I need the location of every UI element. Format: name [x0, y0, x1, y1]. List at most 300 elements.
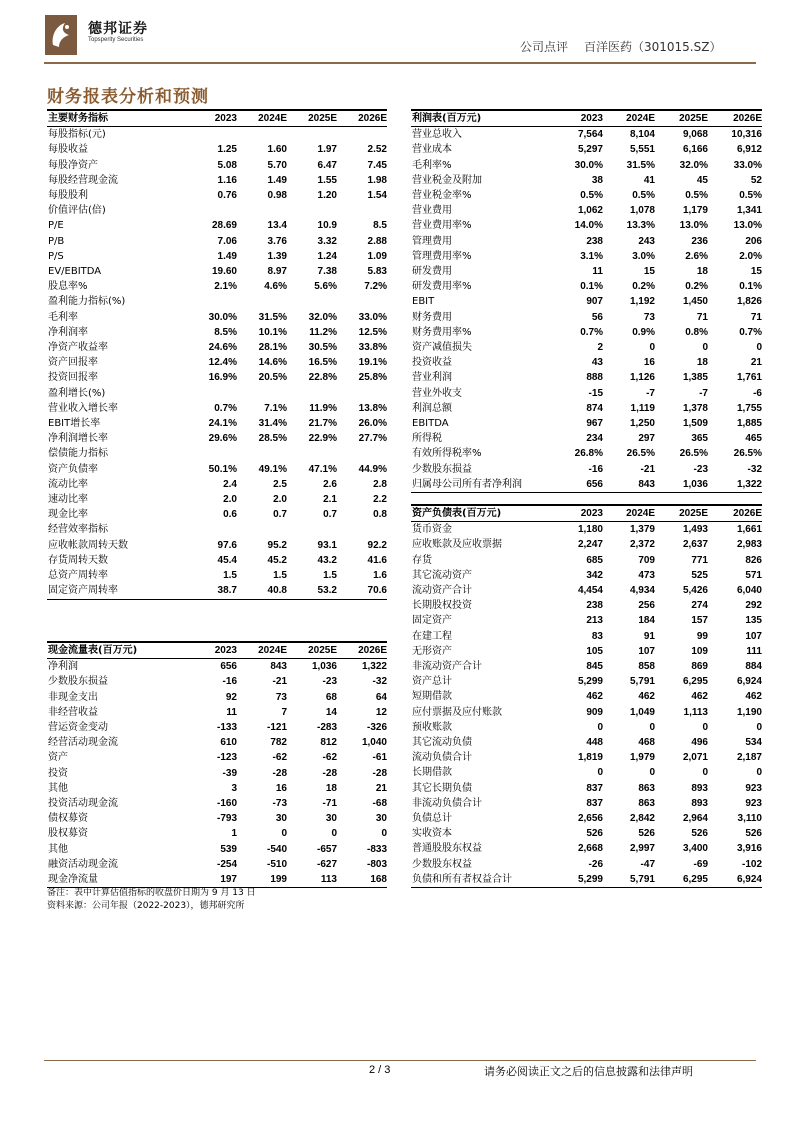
table-row	[47, 446, 387, 461]
row-label: 应收账款及应收票据	[412, 539, 502, 551]
table-row	[47, 796, 387, 811]
row-label: 存货周转天数	[48, 554, 108, 566]
value-cell: 12	[375, 706, 387, 718]
value-cell: 6,040	[736, 585, 762, 597]
row-label: 非经营收益	[48, 706, 98, 718]
value-cell: 1,126	[629, 372, 655, 384]
value-cell: 10,316	[731, 129, 762, 141]
row-label: 经营效率指标	[48, 524, 108, 536]
table-header-row	[47, 110, 387, 127]
value-cell: -39	[222, 767, 237, 779]
value-cell: -121	[266, 722, 287, 734]
value-cell: 13.8%	[358, 402, 387, 414]
footnotes	[47, 887, 256, 913]
value-cell: 2,842	[629, 813, 655, 825]
value-cell: 967	[586, 418, 603, 430]
value-cell: -7	[646, 387, 655, 399]
value-cell: 8.5	[373, 220, 387, 232]
value-cell: 6.47	[317, 159, 337, 171]
value-cell: -283	[316, 722, 337, 734]
value-cell: 2.52	[367, 144, 387, 156]
value-cell: -69	[693, 858, 708, 870]
row-label: 短期借款	[412, 691, 452, 703]
value-cell	[237, 386, 287, 401]
value-cell: 4,454	[577, 585, 603, 597]
table-row	[47, 370, 387, 385]
value-cell	[185, 386, 237, 401]
table-row	[411, 249, 762, 264]
value-cell	[287, 203, 337, 218]
value-cell: 4.6%	[264, 281, 287, 293]
table-row	[47, 386, 387, 401]
value-cell: 462	[638, 691, 655, 703]
value-cell: 3,916	[736, 843, 762, 855]
value-cell: 3.0%	[632, 250, 655, 262]
row-label: 财务费用率%	[412, 326, 472, 338]
value-cell: 1,190	[736, 706, 762, 718]
table-row	[47, 811, 387, 826]
table-row	[411, 629, 762, 644]
value-cell: -254	[216, 858, 237, 870]
value-cell: 893	[691, 797, 708, 809]
table-row	[411, 826, 762, 841]
value-cell	[287, 522, 337, 537]
table-row	[411, 537, 762, 552]
value-cell: 0.7	[273, 509, 287, 521]
value-cell: 0.2%	[685, 281, 708, 293]
value-cell: 1,036	[655, 477, 708, 493]
value-cell: 2,637	[682, 539, 708, 551]
value-cell: 2,247	[577, 539, 603, 551]
value-cell	[337, 127, 387, 143]
value-cell: -23	[322, 676, 337, 688]
value-cell	[237, 522, 287, 537]
value-cell: 0	[649, 721, 655, 733]
row-label: 每股净资产	[48, 159, 98, 171]
table-row	[47, 735, 387, 750]
value-cell: 7.2%	[364, 281, 387, 293]
value-cell	[337, 294, 387, 309]
value-cell: 213	[586, 615, 603, 627]
main-indicators-table	[47, 109, 387, 600]
value-cell: 845	[586, 661, 603, 673]
value-cell: 0	[281, 828, 287, 840]
value-cell: 1.5	[323, 570, 337, 582]
value-cell: 18	[696, 266, 708, 278]
value-cell: 448	[586, 737, 603, 749]
table-row	[47, 310, 387, 325]
row-label: 营业费用	[412, 205, 452, 217]
value-cell: 5.08	[217, 159, 237, 171]
row-label: 营业总收入	[412, 129, 462, 141]
value-cell: 44.9%	[358, 463, 387, 475]
row-label: 营业外收支	[412, 387, 462, 399]
table-header-row	[47, 642, 387, 659]
table-row	[47, 431, 387, 446]
value-cell: 0.7	[323, 509, 337, 521]
cash-flow-table	[47, 641, 387, 888]
value-cell: 1,979	[629, 752, 655, 764]
value-cell: 888	[586, 372, 603, 384]
value-cell: 45.2	[267, 554, 287, 566]
value-cell: 473	[638, 569, 655, 581]
value-cell: -32	[372, 676, 387, 688]
value-cell	[337, 203, 387, 218]
value-cell: 1,661	[736, 524, 762, 536]
row-label: EBIT	[412, 296, 435, 308]
value-cell: 539	[220, 843, 237, 855]
value-cell: 2.4	[223, 478, 237, 490]
table-row	[47, 705, 387, 720]
value-cell: 7	[281, 706, 287, 718]
value-cell: -123	[216, 752, 237, 764]
value-cell: 41.6	[367, 554, 387, 566]
row-label: 毛利率%	[412, 159, 452, 171]
value-cell: -71	[322, 798, 337, 810]
value-cell: 843	[270, 661, 287, 673]
value-cell: 27.7%	[358, 433, 387, 445]
table-row	[411, 568, 762, 583]
value-cell: 135	[745, 615, 762, 627]
value-cell: 1.16	[217, 174, 237, 186]
value-cell: 19.60	[211, 266, 237, 278]
table-row	[47, 188, 387, 203]
value-cell: 1.98	[367, 174, 387, 186]
row-label: 净利润	[48, 661, 78, 673]
value-cell: 1.5	[273, 570, 287, 582]
row-label: 少数股东损益	[412, 463, 472, 475]
value-cell: 1,078	[629, 205, 655, 217]
row-label: 营业税金率%	[412, 190, 472, 202]
logo-english-name: Topsperity Securities	[88, 37, 144, 43]
value-cell: 26.5%	[733, 448, 762, 460]
value-cell: 1,036	[311, 661, 337, 673]
value-cell: 1,322	[361, 661, 387, 673]
value-cell: 1,179	[682, 205, 708, 217]
value-cell: 468	[638, 737, 655, 749]
footer-divider	[44, 1060, 756, 1061]
value-cell: 95.2	[267, 539, 287, 551]
value-cell: 923	[745, 797, 762, 809]
table-row	[47, 826, 387, 841]
value-cell: 43	[591, 357, 603, 369]
table-row	[411, 765, 762, 780]
value-cell: 197	[185, 872, 237, 888]
value-cell: 1.97	[317, 144, 337, 156]
value-cell: 782	[270, 737, 287, 749]
value-cell: -133	[216, 722, 237, 734]
value-cell: -68	[372, 798, 387, 810]
value-cell: 826	[745, 554, 762, 566]
table-row	[411, 431, 762, 446]
value-cell: 24.6%	[208, 342, 237, 354]
value-cell: 31.4%	[258, 418, 287, 430]
value-cell: 5,791	[629, 676, 655, 688]
value-cell: -28	[322, 767, 337, 779]
table-row	[411, 583, 762, 598]
value-cell: 923	[745, 782, 762, 794]
page-number: 2 / 3	[369, 1064, 391, 1076]
value-cell: 462	[745, 691, 762, 703]
value-cell: -47	[640, 858, 655, 870]
year-header: 2026E	[708, 110, 762, 127]
value-cell: 1.5	[223, 570, 237, 582]
table-row	[411, 781, 762, 796]
balance-sheet-table	[411, 504, 762, 888]
value-cell: 6,924	[736, 676, 762, 688]
value-cell: 111	[746, 645, 762, 657]
row-label: 归属母公司所有者净利润	[411, 477, 549, 493]
row-label: 投资回报率	[48, 372, 98, 384]
row-label: 营业利润	[412, 372, 452, 384]
value-cell: 1,119	[630, 402, 655, 414]
table-row	[47, 568, 387, 583]
row-label: 价值评估(倍)	[48, 205, 106, 217]
value-cell: 11.2%	[309, 326, 337, 338]
value-cell: 43.2	[317, 554, 337, 566]
value-cell: 30.0%	[574, 159, 603, 171]
value-cell: 2,656	[577, 813, 603, 825]
value-cell: 2,668	[577, 843, 603, 855]
table-row	[411, 796, 762, 811]
table-row	[411, 720, 762, 735]
header-divider	[44, 62, 756, 64]
value-cell: -21	[272, 676, 287, 688]
value-cell: 56	[591, 311, 603, 323]
table-row	[47, 355, 387, 370]
value-cell: 92	[225, 691, 237, 703]
table-row	[411, 279, 762, 294]
value-cell: -16	[588, 463, 603, 475]
value-cell: 0.8	[373, 509, 387, 521]
value-cell: 462	[586, 691, 603, 703]
value-cell: 1.49	[267, 174, 287, 186]
value-cell: 184	[638, 615, 655, 627]
value-cell: 206	[745, 235, 762, 247]
value-cell: 1.24	[317, 250, 337, 262]
value-cell: 1.60	[267, 144, 287, 156]
row-label: 利润总额	[412, 402, 452, 414]
value-cell: 1.49	[217, 250, 237, 262]
row-label: 少数股东权益	[412, 858, 472, 870]
value-cell: 771	[691, 554, 708, 566]
value-cell	[185, 203, 237, 218]
row-label: 存货	[412, 554, 432, 566]
year-header: 2024E	[237, 642, 287, 659]
value-cell: 16	[275, 782, 287, 794]
table-row	[47, 127, 387, 143]
row-label: P/B	[48, 235, 65, 247]
value-cell: 1,826	[736, 296, 762, 308]
value-cell: 107	[745, 630, 762, 642]
value-cell: 38	[591, 174, 603, 186]
value-cell: 256	[638, 600, 655, 612]
value-cell: 2.2	[373, 494, 387, 506]
table-header-row	[411, 505, 762, 522]
value-cell: -6	[753, 387, 762, 399]
row-label: 长期股权投资	[412, 600, 472, 612]
table-row	[47, 842, 387, 857]
value-cell: 11	[592, 266, 603, 278]
value-cell: 5,426	[682, 585, 708, 597]
row-label: 每股收益	[48, 144, 88, 156]
row-label: 流动资产合计	[412, 585, 472, 597]
row-label: 其他	[48, 782, 68, 794]
table-row	[411, 462, 762, 477]
value-cell: 0	[702, 721, 708, 733]
value-cell: 709	[638, 554, 655, 566]
value-cell	[287, 294, 337, 309]
table-row	[411, 218, 762, 233]
value-cell: 1,885	[736, 418, 762, 430]
value-cell: 0	[756, 342, 762, 354]
value-cell: -23	[693, 463, 708, 475]
value-cell	[287, 446, 337, 461]
row-label: 净利润率	[48, 326, 88, 338]
row-label: P/S	[48, 250, 64, 262]
year-header: 2024E	[603, 505, 655, 522]
value-cell: 24.1%	[208, 418, 237, 430]
value-cell: 28.1%	[258, 342, 287, 354]
section-title: 财务报表分析和预测	[47, 87, 209, 107]
value-cell	[185, 522, 237, 537]
value-cell: 2.88	[367, 235, 387, 247]
value-cell: -21	[640, 463, 655, 475]
table-row	[47, 264, 387, 279]
value-cell: 1.55	[317, 174, 337, 186]
value-cell: -657	[316, 843, 337, 855]
table-row	[47, 218, 387, 233]
table-row	[411, 644, 762, 659]
value-cell: 6,295	[655, 872, 708, 888]
report-company: 百洋医药（301015.SZ）	[584, 40, 722, 54]
value-cell: 0	[756, 767, 762, 779]
value-cell: -62	[322, 752, 337, 764]
table-header-row	[411, 110, 762, 127]
value-cell: 526	[691, 828, 708, 840]
value-cell: 843	[603, 477, 655, 493]
value-cell: 837	[586, 782, 603, 794]
value-cell: 7.38	[317, 266, 337, 278]
value-cell: 342	[586, 569, 603, 581]
row-label: 货币资金	[412, 524, 452, 536]
value-cell: 685	[586, 554, 603, 566]
value-cell: -833	[366, 843, 387, 855]
value-cell: 1,755	[736, 402, 762, 414]
value-cell: 3	[231, 782, 237, 794]
value-cell: 3,110	[737, 813, 762, 825]
value-cell: 13.4	[267, 220, 287, 232]
value-cell: 907	[586, 296, 603, 308]
value-cell: 0	[597, 767, 603, 779]
value-cell: 0	[702, 767, 708, 779]
value-cell: 109	[691, 645, 708, 657]
table-row	[411, 310, 762, 325]
value-cell: 1.09	[367, 250, 387, 262]
year-header: 2026E	[337, 642, 387, 659]
value-cell: 13.3%	[626, 220, 655, 232]
value-cell: 10.1%	[258, 326, 287, 338]
value-cell: 0	[381, 828, 387, 840]
value-cell: 52	[750, 174, 762, 186]
row-label: 股息率%	[48, 281, 88, 293]
value-cell: -803	[366, 858, 387, 870]
value-cell: 0.7%	[739, 326, 762, 338]
value-cell: 50.1%	[208, 463, 237, 475]
table-row	[47, 142, 387, 157]
value-cell: 0.6	[223, 509, 237, 521]
value-cell: 863	[638, 797, 655, 809]
value-cell: -62	[272, 752, 287, 764]
row-label: 营业收入增长率	[48, 402, 118, 414]
table-row	[47, 158, 387, 173]
value-cell: 12.4%	[208, 357, 237, 369]
value-cell: 18	[696, 357, 708, 369]
row-label: EV/EBITDA	[48, 266, 102, 278]
table-title: 利润表(百万元)	[411, 110, 549, 127]
table-row	[47, 477, 387, 492]
row-label: P/E	[48, 220, 64, 232]
value-cell: 92.2	[367, 539, 387, 551]
table-row	[47, 553, 387, 568]
value-cell: 9,068	[682, 129, 708, 141]
value-cell: 32.0%	[679, 159, 708, 171]
row-label: 营业税金及附加	[412, 174, 482, 186]
row-label: 管理费用率%	[412, 250, 472, 262]
value-cell: 107	[638, 645, 655, 657]
table-row	[411, 203, 762, 218]
value-cell: 105	[586, 645, 603, 657]
table-row	[411, 841, 762, 856]
value-cell: 168	[337, 872, 387, 888]
row-label: 其它长期负债	[412, 782, 472, 794]
value-cell: 8.5%	[214, 326, 237, 338]
row-label: 所得税	[412, 433, 442, 445]
value-cell: 30	[275, 813, 287, 825]
value-cell: 30	[325, 813, 337, 825]
report-type: 公司点评	[520, 40, 569, 54]
row-label: 财务费用	[412, 311, 452, 323]
row-label: 固定资产	[412, 615, 452, 627]
value-cell: 6,912	[736, 144, 762, 156]
row-label: 流动负债合计	[412, 752, 472, 764]
row-label: 非现金支出	[48, 691, 98, 703]
value-cell: 812	[320, 737, 337, 749]
table-row	[411, 872, 762, 888]
value-cell: 292	[745, 600, 762, 612]
value-cell: 15	[643, 266, 655, 278]
value-cell: 28.69	[211, 220, 237, 232]
row-label: 应收帐款周转天数	[48, 539, 128, 551]
value-cell: 874	[586, 402, 603, 414]
value-cell: 534	[745, 737, 762, 749]
row-label: 盈利增长(%)	[48, 387, 106, 399]
table-row	[411, 477, 762, 493]
table-row	[47, 720, 387, 735]
row-label: 资产负债率	[48, 463, 98, 475]
row-label: 非流动资产合计	[412, 661, 482, 673]
value-cell: 0.98	[267, 190, 287, 202]
row-label: 每股股利	[48, 190, 88, 202]
value-cell: 113	[287, 872, 337, 888]
table-row	[47, 340, 387, 355]
value-cell: 2.6	[323, 478, 337, 490]
value-cell: -26	[588, 858, 603, 870]
row-label: 研发费用	[412, 266, 452, 278]
value-cell: 45.4	[217, 554, 237, 566]
value-cell	[337, 446, 387, 461]
value-cell: 83	[591, 630, 603, 642]
